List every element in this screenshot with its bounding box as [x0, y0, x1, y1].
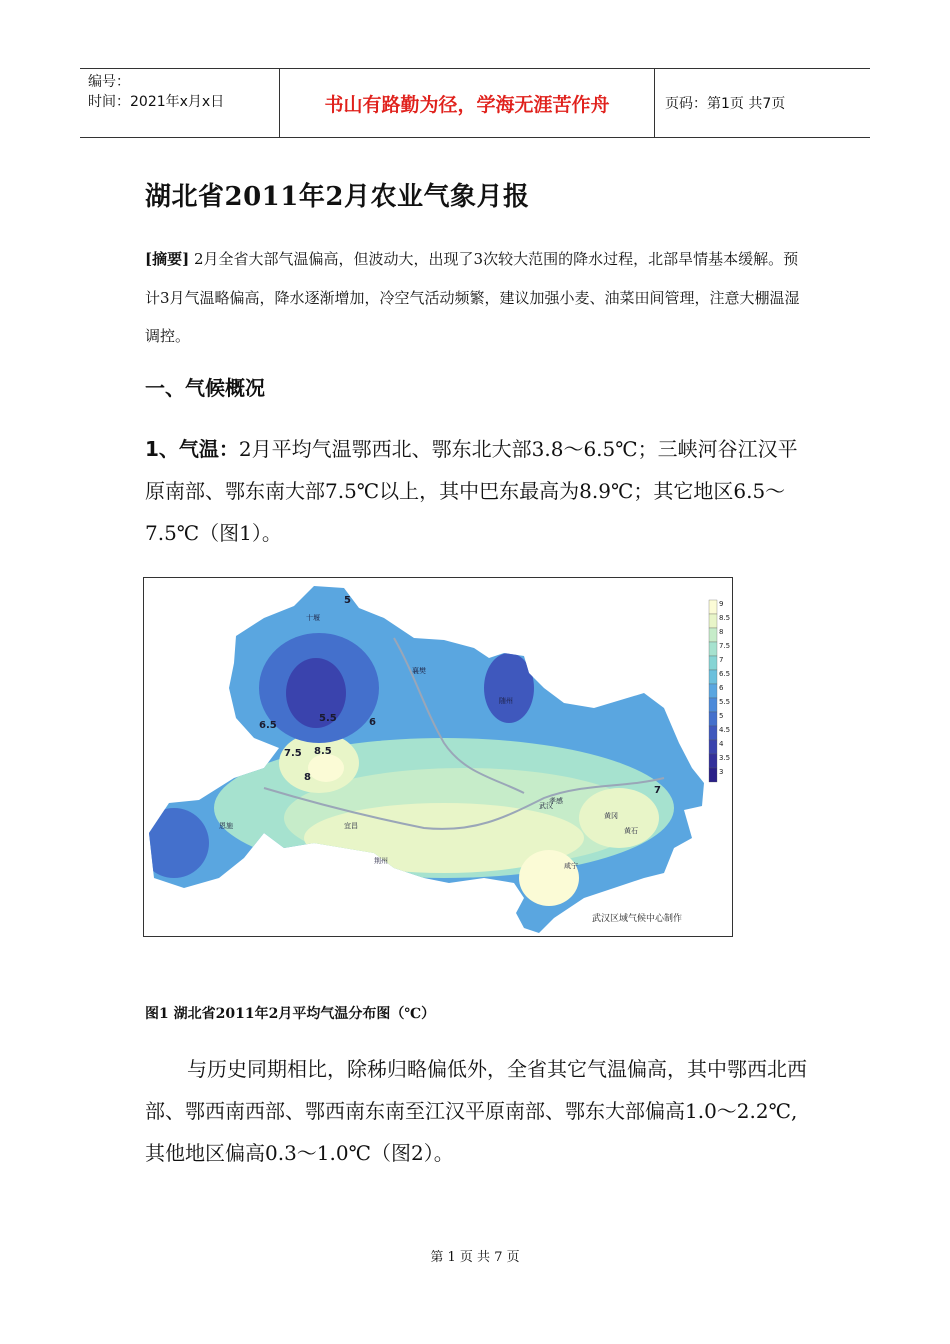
motto-text: 书山有路勤为径，学海无涯苦作舟: [324, 93, 610, 116]
legend-swatch: [709, 628, 717, 642]
legend-tick: 5.5: [719, 698, 731, 706]
abstract-text: 2月全省大部气温偏高，但波动大，出现了3次较大范围的降水过程，北部旱情基本缓解。预计3月气温略偏高，降水逐渐增加，冷空气活动频繁，建议加强小麦、油菜田间管理，注意大棚温湿调控。: [145, 250, 800, 345]
number-label: 编号：: [88, 74, 130, 90]
map-contour-label: 7: [654, 785, 661, 796]
temperature-lead: 1、气温：: [145, 437, 239, 461]
temperature-paragraph: [145, 428, 810, 554]
map-contour-label: 8: [304, 772, 311, 783]
abstract-paragraph: [145, 240, 810, 356]
legend-swatch: [709, 614, 717, 628]
legend-swatch: [709, 726, 717, 740]
map-place-label: 黄石: [624, 827, 638, 835]
header-motto-cell: [280, 69, 655, 137]
legend-swatch: [709, 600, 717, 614]
map-place-label: 恩施: [219, 822, 233, 830]
legend-swatch: [709, 768, 717, 782]
legend-tick: 6: [719, 684, 724, 692]
legend-tick: 4: [719, 740, 724, 748]
map-place-label: 咸宁: [564, 862, 578, 870]
map-contour-label: 8.5: [314, 746, 332, 757]
header-meta-cell: [80, 69, 280, 137]
page-footer: 第 1 页 共 7 页: [430, 1250, 520, 1265]
legend-swatch: [709, 754, 717, 768]
map-contour-label: 7.5: [284, 748, 302, 759]
map-contour-label: 5: [344, 595, 351, 606]
page-label: 页码：第1页 共7页: [665, 96, 786, 112]
section-heading: 一、气候概况: [145, 376, 265, 400]
map-place-label: 随州: [499, 697, 513, 705]
map-credit: 武汉区域气候中心制作: [592, 914, 683, 924]
map-contour-label: 6.5: [259, 720, 277, 731]
map-contour-label: 5.5: [319, 713, 337, 724]
legend-tick: 7.5: [719, 642, 731, 650]
header-page-cell: [655, 69, 870, 137]
legend-tick: 7: [719, 656, 724, 664]
legend-swatch: [709, 712, 717, 726]
map-place-label: 黄冈: [604, 812, 618, 820]
temperature-map-figure: [143, 577, 733, 937]
legend-swatch: [709, 684, 717, 698]
map-legend: [709, 600, 730, 782]
map-place-label: 襄樊: [412, 667, 426, 675]
map-place-label: 孝感: [549, 797, 563, 805]
map-place-label: 十堰: [306, 614, 320, 622]
legend-swatch: [709, 698, 717, 712]
legend-tick: 8: [719, 628, 724, 636]
figure-caption: 图1 湖北省2011年2月平均气温分布图（℃）: [145, 1006, 436, 1022]
temperature-map: [144, 578, 732, 936]
legend-tick: 8.5: [719, 614, 731, 622]
legend-swatch: [709, 740, 717, 754]
document-header: [80, 68, 870, 138]
map-fill: [144, 578, 732, 936]
legend-swatch: [709, 642, 717, 656]
map-contour-label: 6: [369, 717, 376, 728]
anomaly-paragraph: 与历史同期相比，除秭归略偏低外，全省其它气温偏高，其中鄂西北西部、鄂西南西部、鄂西南东南至江汉平原南部、鄂东大部偏高1.0～2.2℃,其他地区偏高0.3～1.0℃（图2）。: [145, 1057, 807, 1165]
legend-tick: 3.5: [719, 754, 731, 762]
document-title: 湖北省2011年2月农业气象月报: [145, 182, 530, 212]
legend-tick: 3: [719, 768, 724, 776]
legend-swatch: [709, 670, 717, 684]
legend-swatch: [709, 656, 717, 670]
legend-tick: 4.5: [719, 726, 731, 734]
legend-tick: 6.5: [719, 670, 731, 678]
time-label: 时间：2021年x月x日: [88, 94, 225, 110]
legend-tick: 5: [719, 712, 724, 720]
map-place-label: 荆州: [374, 857, 388, 865]
abstract-tag: [摘要]: [145, 250, 190, 268]
legend-tick: 9: [719, 600, 724, 608]
map-place-label: 宜昌: [344, 822, 358, 830]
temperature-text: 2月平均气温鄂西北、鄂东北大部3.8～6.5℃；三峡河谷江汉平原南部、鄂东南大部7.5℃以上，其中巴东最高为8.9℃；其它地区6.5～7.5℃（图1）。: [145, 437, 798, 545]
map-place-label: 武汉: [539, 802, 553, 810]
